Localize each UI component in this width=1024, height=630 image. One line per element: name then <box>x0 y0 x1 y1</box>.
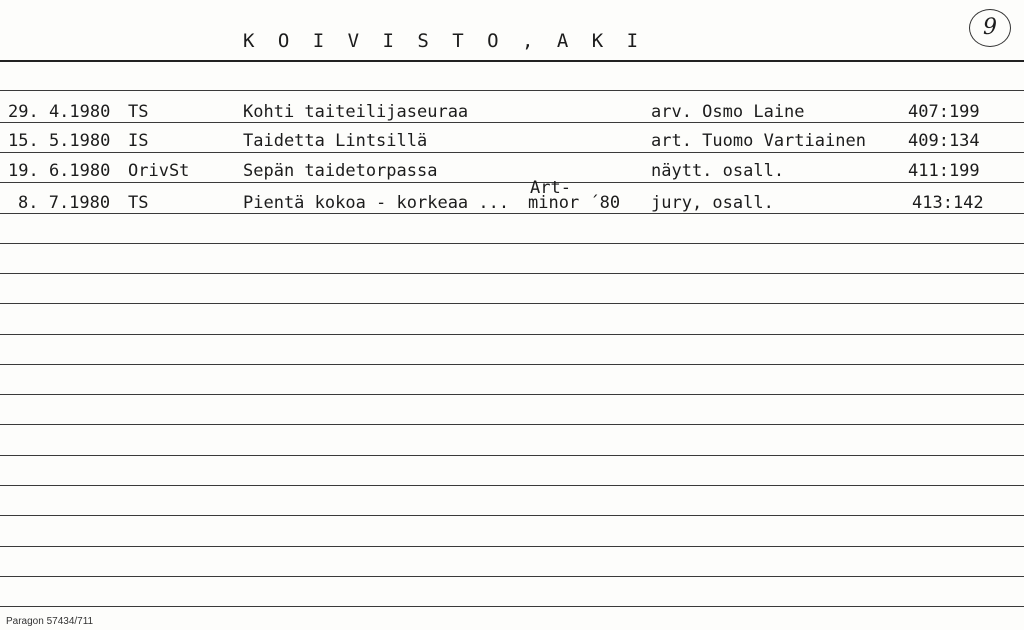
entry-title: Sepän taidetorpassa <box>243 161 438 181</box>
ruled-line <box>0 90 1024 91</box>
entry-ref: 413:142 <box>912 193 984 213</box>
entry-venue: IS <box>128 131 149 151</box>
annotation-art: Art- <box>530 178 571 198</box>
entry-title: Pientä kokoa - korkeaa ... <box>243 193 510 213</box>
entry-date: 19. 6.1980 <box>8 161 111 181</box>
ruled-line <box>0 546 1024 547</box>
entry-date: 8. 7.1980 <box>18 193 111 213</box>
ruled-line <box>0 515 1024 516</box>
entry-role: art. Tuomo Vartiainen <box>651 131 866 151</box>
entry-title-extra: minor ´80 <box>528 193 621 213</box>
entry-ref: 409:134 <box>908 131 980 151</box>
ruled-line <box>0 455 1024 456</box>
entry-title: Kohti taiteilijaseuraa <box>243 102 469 122</box>
card-heading-name: K O I V I S T O , A K I <box>243 30 645 52</box>
entry-venue: TS <box>128 193 149 213</box>
card-number-circle: 9 <box>969 9 1011 47</box>
entry-date: 15. 5.1980 <box>8 131 111 151</box>
entry-title: Taidetta Lintsillä <box>243 131 428 151</box>
ruled-line <box>0 152 1024 153</box>
ruled-line <box>0 606 1024 607</box>
ruled-line <box>0 334 1024 335</box>
entry-date: 29. 4.1980 <box>8 102 111 122</box>
ruled-line <box>0 213 1024 214</box>
header-rule <box>0 60 1024 62</box>
entry-role: arv. Osmo Laine <box>651 102 805 122</box>
ruled-line <box>0 364 1024 365</box>
ruled-line <box>0 394 1024 395</box>
entry-role: näytt. osall. <box>651 161 785 181</box>
entry-venue: OrivSt <box>128 161 190 181</box>
printer-imprint: Paragon 57434/711 <box>6 616 94 627</box>
ruled-line <box>0 303 1024 304</box>
ruled-line <box>0 576 1024 577</box>
ruled-line <box>0 122 1024 123</box>
ruled-line <box>0 273 1024 274</box>
ruled-line <box>0 485 1024 486</box>
entry-ref: 411:199 <box>908 161 980 181</box>
ruled-line <box>0 243 1024 244</box>
entry-ref: 407:199 <box>908 102 980 122</box>
entry-role: jury, osall. <box>651 193 774 213</box>
entry-venue: TS <box>128 102 149 122</box>
ruled-line <box>0 182 1024 183</box>
ruled-line <box>0 424 1024 425</box>
